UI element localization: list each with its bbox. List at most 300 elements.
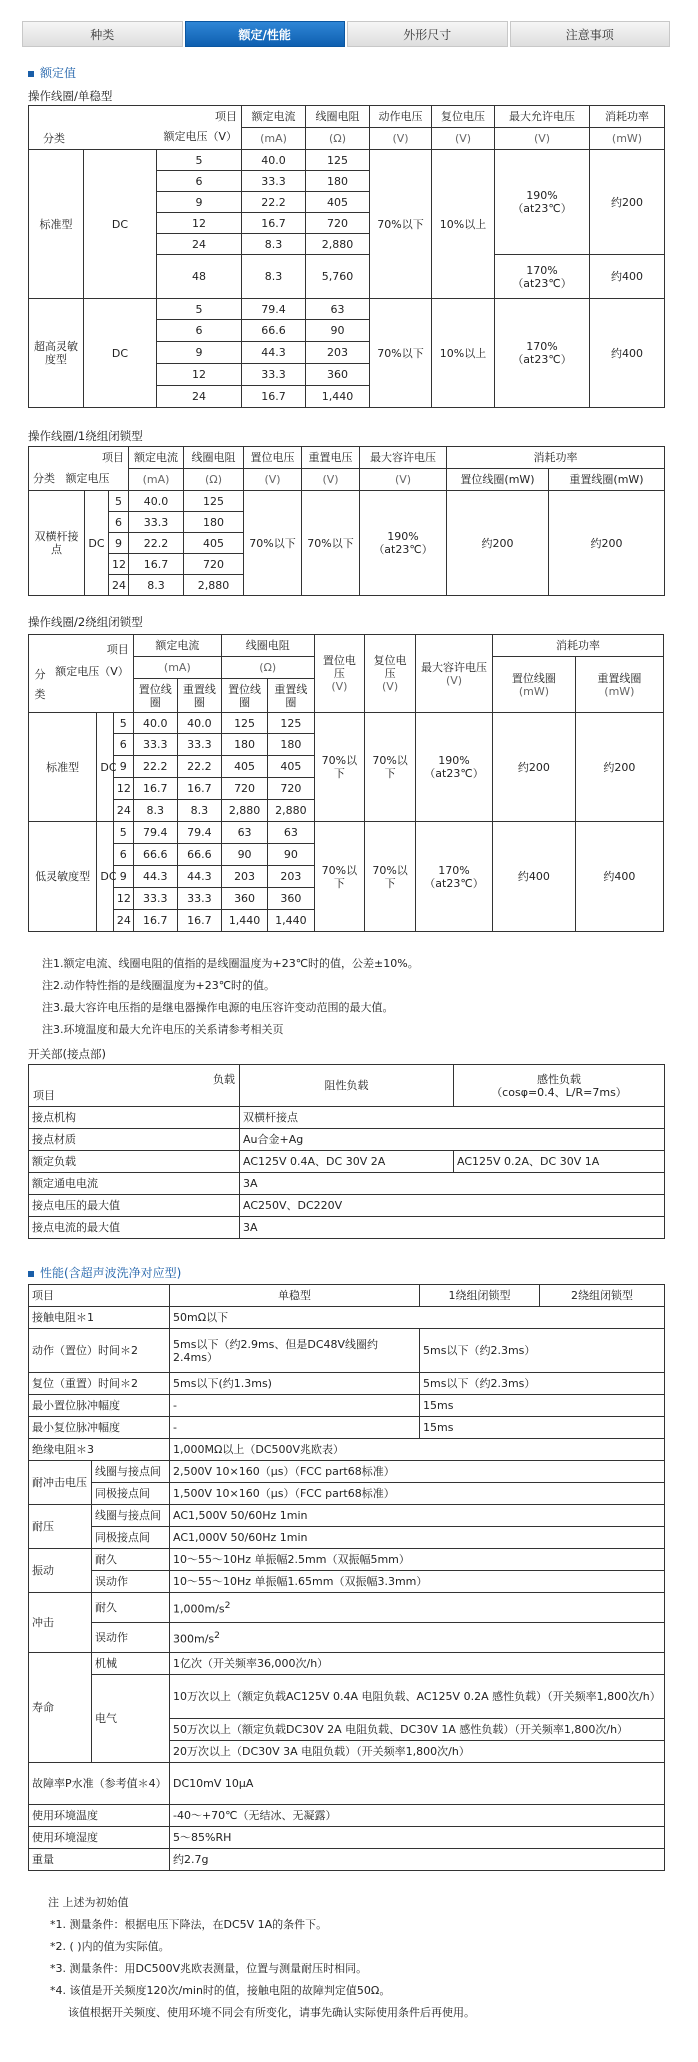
table-cell: 360 <box>268 888 314 910</box>
table-cell: 最小置位脉冲幅度 <box>29 1395 170 1417</box>
cell-text: 复位电压 <box>373 654 407 680</box>
table-cell: 70%以下 <box>314 822 365 932</box>
table-cell: 故障率P水准（参考值＊4） <box>29 1763 170 1805</box>
table-cell: 冲击 <box>29 1593 92 1653</box>
table-cell: (mA) <box>242 128 306 150</box>
table-cell: 70%以下 <box>365 713 416 822</box>
table-cell: 1亿次（开关频率36,000次/h） <box>170 1653 665 1675</box>
table-cell: 接点材质 <box>29 1129 240 1151</box>
table-cell: 2,880 <box>306 234 370 255</box>
table-cell: 误动作 <box>92 1571 170 1593</box>
table-cell: 机械 <box>92 1653 170 1675</box>
table-cell: 9 <box>113 866 133 888</box>
table-cell: 70%以下 <box>244 491 302 596</box>
table-cell: 最大容许电压 <box>360 447 447 469</box>
table-cell: 耐久 <box>92 1593 170 1623</box>
table-cell: 9 <box>109 533 129 554</box>
table-1coil-latching <box>28 446 665 596</box>
table-cell: 8.3 <box>177 800 221 822</box>
table-cell: 接点机构 <box>29 1107 240 1129</box>
table-cell: 2,880 <box>221 800 267 822</box>
h-reset: 复位电压 <box>432 106 495 128</box>
table-cell <box>495 255 590 299</box>
note-1: 注1.额定电流、线圈电阻的值指的是线圈温度为+23℃时的值，公差±10%。 <box>42 957 419 970</box>
cell-text: 重置线圈 <box>597 671 642 685</box>
table2-subtitle: 操作线圈/1绕组闭锁型 <box>28 429 143 443</box>
table-cell: (V) <box>370 128 432 150</box>
table-cell: 同极接点间 <box>92 1483 170 1505</box>
cell-text: 项目 <box>106 643 129 656</box>
table-cell: 63 <box>306 299 370 320</box>
table-cell: AC250V、DC220V <box>240 1195 665 1217</box>
cell-text: （at23℃） <box>424 876 484 890</box>
table-cell: 720 <box>268 778 314 800</box>
table-cell: 1,440 <box>306 386 370 408</box>
table-cell: 33.3 <box>242 171 306 192</box>
table-cell: 79.4 <box>177 822 221 844</box>
table-cell: 消耗功率 <box>493 635 664 657</box>
table-cell: 使用环境湿度 <box>29 1827 170 1849</box>
tab-precautions[interactable]: 注意事项 <box>510 21 671 47</box>
table-cell: AC1,000V 50/60Hz 1min <box>170 1527 665 1549</box>
table-cell: 额定电流 <box>129 447 184 469</box>
table-cell: DC <box>84 299 157 408</box>
table-cell: 约400 <box>590 255 665 299</box>
type-standard-2: 标准型 <box>29 713 97 822</box>
table-cell: 2,500V 10×160（μs）（FCC part68标准） <box>170 1461 665 1483</box>
table-cell: 重置线圈(mW) <box>549 469 665 491</box>
cell-text: 置位电压 <box>322 654 356 680</box>
table-cell: 20万次以上（DC30V 3A 电阻负载）（开关频率1,800次/h） <box>170 1741 665 1763</box>
table-cell: 70%以下 <box>302 491 360 596</box>
table-cell: 125 <box>184 491 244 512</box>
table-cell: 1,000MΩ以上（DC500V兆欧表） <box>170 1439 665 1461</box>
table-cell: 误动作 <box>92 1623 170 1653</box>
table-cell: 66.6 <box>133 844 177 866</box>
table3-subtitle: 操作线圈/2绕组闭锁型 <box>28 615 143 629</box>
table-cell: 9 <box>157 342 242 364</box>
table-cell: (mW) <box>590 128 665 150</box>
table-cell: 振动 <box>29 1549 92 1593</box>
table-cell: 约200 <box>575 713 663 822</box>
table-cell: 79.4 <box>133 822 177 844</box>
table-cell: 9 <box>113 756 133 778</box>
table-cell: 5 <box>109 491 129 512</box>
table-cell: 5ms以下(约1.3ms) <box>170 1373 420 1395</box>
cell-text: 分类 <box>34 668 46 701</box>
cell-text: （cosφ=0.4、L/R=7ms） <box>491 1085 627 1099</box>
cell-text: 项目 <box>33 1089 55 1102</box>
table-cell: 接点电流的最大值 <box>29 1217 240 1239</box>
cell-text: 170% <box>526 340 558 353</box>
cell-text: (V) <box>445 673 463 687</box>
table-cell: 2绕组闭锁型 <box>540 1285 665 1307</box>
table-cell: 6 <box>109 512 129 533</box>
table-cell: 5 <box>113 713 133 734</box>
cell-text: 负载 <box>213 1073 235 1086</box>
table-cell: 6 <box>157 171 242 192</box>
table-cell: - <box>170 1395 420 1417</box>
table-cell: (V) <box>244 469 302 491</box>
cell-text: （at23℃） <box>424 767 484 780</box>
table-cell: DC <box>97 713 114 822</box>
table-cell: 接点电压的最大值 <box>29 1195 240 1217</box>
table-cell <box>495 150 590 255</box>
type-low-sensitivity: 低灵敏度型 <box>29 822 97 932</box>
table-cell: 6 <box>113 844 133 866</box>
table-cell: 10%以上 <box>432 299 495 408</box>
table-cell: DC <box>97 822 114 932</box>
table-cell: 6 <box>157 320 242 342</box>
table-cell: 24 <box>113 910 133 932</box>
table-cell: 16.7 <box>177 778 221 800</box>
table-cell: 约200 <box>447 491 549 596</box>
table-cell: 耐久 <box>92 1549 170 1571</box>
table-cell: (V) <box>360 469 447 491</box>
note-2: 注2.动作特性指的是线圈温度为+23℃时的值。 <box>42 979 276 992</box>
table-cell: 720 <box>221 778 267 800</box>
cell-text: 190% <box>387 530 419 543</box>
table-cell: 360 <box>221 888 267 910</box>
table-cell: 置位线圈(mW) <box>447 469 549 491</box>
table-cell: 电气 <box>92 1675 170 1763</box>
note2-3: *3. 测量条件：用DC500V兆欧表测量，位置与测量耐压时相同。 <box>50 1962 368 1975</box>
h-max: 最大允许电压 <box>495 106 590 128</box>
table-cell: 16.7 <box>129 554 184 575</box>
table1-subtitle: 操作线圈/单稳型 <box>28 89 113 103</box>
table-cell: 125 <box>306 150 370 171</box>
table-cell: 约400 <box>493 822 576 932</box>
table-cell: 16.7 <box>242 213 306 234</box>
table-cell <box>493 657 576 713</box>
table-cell: 同极接点间 <box>92 1527 170 1549</box>
table-cell: 5,760 <box>306 255 370 299</box>
table-cell: (Ω) <box>221 657 314 679</box>
tab-ratings[interactable]: 额定/性能 <box>185 21 346 47</box>
table-cell: (V) <box>495 128 590 150</box>
table-cell: 24 <box>109 575 129 596</box>
table-cell <box>495 299 590 408</box>
table-cell: AC125V 0.4A、DC 30V 2A <box>240 1151 454 1173</box>
corner-cell <box>29 106 242 150</box>
table-cell: 绝缘电阻＊3 <box>29 1439 170 1461</box>
table-cell: DC <box>85 491 109 596</box>
table-cell: 8.3 <box>242 234 306 255</box>
table-cell: 5～85%RH <box>170 1827 665 1849</box>
table-cell: 90 <box>221 844 267 866</box>
table-cell: 16.7 <box>242 386 306 408</box>
table-cell: 双横杆接点 <box>240 1107 665 1129</box>
type-standard: 标准型 <box>29 150 84 299</box>
table-cell: 24 <box>113 800 133 822</box>
table-cell: 动作（置位）时间＊2 <box>29 1329 170 1373</box>
table-cell: 79.4 <box>242 299 306 320</box>
table-cell: 33.3 <box>133 734 177 756</box>
table-cell <box>360 491 447 596</box>
table-cell: 约200 <box>549 491 665 596</box>
table-cell: Au合金+Ag <box>240 1129 665 1151</box>
table-cell: 22.2 <box>177 756 221 778</box>
cell-text: 置位线圈 <box>511 671 556 685</box>
table-cell: 重置线圈 <box>177 679 221 713</box>
table-cell: 50万次以上（额定负载DC30V 2A 电阻负载、DC30V 1A 感性负载）（开关频率1,800次/h） <box>170 1719 665 1741</box>
table-cell: 耐压 <box>29 1505 92 1549</box>
table-cell: 置位线圈 <box>221 679 267 713</box>
table-cell: 使用环境温度 <box>29 1805 170 1827</box>
table-cell: 22.2 <box>242 192 306 213</box>
table-cell: 40.0 <box>177 713 221 734</box>
table-cell: 5 <box>157 150 242 171</box>
table-cell: 90 <box>306 320 370 342</box>
table-cell: 5ms以下（约2.3ms） <box>420 1373 665 1395</box>
table-cell: 16.7 <box>177 910 221 932</box>
table-cell: 3A <box>240 1217 665 1239</box>
table-cell: 10～55～10Hz 单振幅1.65mm（双振幅3.3mm） <box>170 1571 665 1593</box>
table-cell: 10%以上 <box>432 150 495 299</box>
table-cell: 12 <box>113 778 133 800</box>
table-cell: 6 <box>113 734 133 756</box>
note2-0: 注 上述为初始值 <box>48 1896 129 1909</box>
table-cell: 24 <box>157 234 242 255</box>
table-cell: 10～55～10Hz 单振幅2.5mm（双振幅5mm） <box>170 1549 665 1571</box>
cell-text: （at23℃） <box>373 543 433 556</box>
cell-text: 项目 <box>102 451 125 464</box>
note2-2: *2. ( )内的值为实际值。 <box>50 1940 170 1953</box>
table-cell: 50mΩ以下 <box>170 1307 665 1329</box>
table-cell: 22.2 <box>129 533 184 554</box>
cell-text: 分类 <box>43 132 65 145</box>
cell-text: 最大容许电压 <box>421 660 487 674</box>
table-cell: 线圈与接点间 <box>92 1461 170 1483</box>
table-cell: 8.3 <box>129 575 184 596</box>
section-square-icon <box>28 1271 34 1277</box>
table-cell: (Ω) <box>184 469 244 491</box>
table-cell: 180 <box>306 171 370 192</box>
table-cell: 5ms以下（约2.9ms、但是DC48V线圈约2.4ms） <box>170 1329 420 1373</box>
table-cell: 额定负载 <box>29 1151 240 1173</box>
table-cell: 12 <box>109 554 129 575</box>
table-cell: 10万次以上（额定负载AC125V 0.4A 电阻负载、AC125V 0.2A 感性负载）（开关频率1,800次/h） <box>170 1675 665 1719</box>
table-cell: 线圈电阻 <box>221 635 314 657</box>
cell-text: 300m/s <box>173 1632 215 1646</box>
table-cell: 约200 <box>590 150 665 255</box>
table-cell: 线圈与接点间 <box>92 1505 170 1527</box>
table-cell: (V) <box>302 469 360 491</box>
table-cell: 15ms <box>420 1395 665 1417</box>
table-cell: 复位（重置）时间＊2 <box>29 1373 170 1395</box>
note-3: 注3.最大容许电压指的是继电器操作电源的电压容许变动范围的最大值。 <box>42 1001 394 1014</box>
corner-cell-3 <box>29 635 134 713</box>
table-cell: 70%以下 <box>370 150 432 299</box>
table-performance <box>28 1284 665 1871</box>
table-single-stable <box>28 105 665 408</box>
table-cell: 阻性负载 <box>240 1065 454 1107</box>
table-cell: 720 <box>306 213 370 234</box>
table-cell: 约200 <box>493 713 576 822</box>
cell-text: 分类 <box>33 472 55 485</box>
table-cell: DC10mV 10μA <box>170 1763 665 1805</box>
table-cell: 180 <box>268 734 314 756</box>
table-cell: 203 <box>306 342 370 364</box>
h-power: 消耗功率 <box>590 106 665 128</box>
table-contacts <box>28 1064 665 1239</box>
table-cell: 44.3 <box>177 866 221 888</box>
table-cell: 1,440 <box>268 910 314 932</box>
table-cell <box>170 1623 665 1653</box>
table-cell <box>454 1065 665 1107</box>
table-cell <box>415 635 492 713</box>
table-cell <box>365 635 416 713</box>
table-cell: 33.3 <box>133 888 177 910</box>
table-cell: 44.3 <box>242 342 306 364</box>
table-cell: 44.3 <box>133 866 177 888</box>
tab-bar <box>22 21 670 47</box>
table-cell: 最小复位脉冲幅度 <box>29 1417 170 1439</box>
table-cell: 33.3 <box>242 364 306 386</box>
section-ratings-title: 额定值 <box>28 64 76 81</box>
table-cell: 66.6 <box>242 320 306 342</box>
table-cell: 消耗功率 <box>447 447 665 469</box>
table-cell: 70%以下 <box>314 713 365 822</box>
cell-text: (V) <box>382 680 399 693</box>
cell-text: 190% <box>438 754 470 767</box>
table-cell: 22.2 <box>133 756 177 778</box>
section-square-icon <box>28 71 34 77</box>
table-cell: 720 <box>184 554 244 575</box>
table-cell: 重置线圈 <box>268 679 314 713</box>
table-cell: 重量 <box>29 1849 170 1871</box>
table-cell: 63 <box>221 822 267 844</box>
cell-text: 额定电压（V） <box>163 130 238 143</box>
table-cell: 8.3 <box>242 255 306 299</box>
table-cell: 70%以下 <box>370 299 432 408</box>
table-cell: 15ms <box>420 1417 665 1439</box>
table-cell <box>415 822 492 932</box>
table-cell: 125 <box>221 713 267 734</box>
table-cell: 203 <box>268 866 314 888</box>
table-cell: 40.0 <box>129 491 184 512</box>
table-2coil-latching <box>28 634 664 932</box>
table-cell: 线圈电阻 <box>184 447 244 469</box>
table-cell: 置位线圈 <box>133 679 177 713</box>
table-cell: 重置电压 <box>302 447 360 469</box>
tab-dimensions[interactable]: 外形尺寸 <box>347 21 508 47</box>
table-cell: 寿命 <box>29 1653 92 1763</box>
table-cell <box>575 657 663 713</box>
cell-text: 2 <box>224 1600 231 1612</box>
note2-5: 该值根据开关频度、使用环境不同会有所变化，请事先确认实际使用条件后再使用。 <box>68 2006 475 2019</box>
cell-text <box>33 472 110 485</box>
table-cell: 项目 <box>29 1285 170 1307</box>
cell-text: (V) <box>331 680 348 693</box>
table-cell: 360 <box>306 364 370 386</box>
table-cell: 5ms以下（约2.3ms） <box>420 1329 665 1373</box>
table-cell: 33.3 <box>129 512 184 533</box>
table-cell: 180 <box>221 734 267 756</box>
table-cell: 额定通电电流 <box>29 1173 240 1195</box>
note2-1: *1. 测量条件：根据电压下降法，在DC5V 1A的条件下。 <box>50 1918 328 1931</box>
table-cell: 12 <box>157 364 242 386</box>
h-current: 额定电流 <box>242 106 306 128</box>
table-cell: 1,500V 10×160（μs）（FCC part68标准） <box>170 1483 665 1505</box>
table-cell: 70%以下 <box>365 822 416 932</box>
cell-text: （at23℃） <box>512 353 572 366</box>
table-cell: 12 <box>157 213 242 234</box>
cell-text: 感性负载 <box>537 1072 581 1086</box>
table-cell: 63 <box>268 822 314 844</box>
table-cell: 5 <box>113 822 133 844</box>
tab-types[interactable]: 种类 <box>22 21 183 47</box>
cell-text: 额定电压（V） <box>55 665 129 678</box>
table-cell: 额定电流 <box>133 635 221 657</box>
table-cell: 40.0 <box>242 150 306 171</box>
table-cell: 203 <box>221 866 267 888</box>
table-cell: 约2.7g <box>170 1849 665 1871</box>
table4-subtitle: 开关部(接点部) <box>28 1047 106 1061</box>
table-cell: 16.7 <box>133 778 177 800</box>
cell-text: 170% <box>526 263 558 277</box>
table-cell: 405 <box>221 756 267 778</box>
table-cell: (mA) <box>129 469 184 491</box>
table-cell: 接触电阻＊1 <box>29 1307 170 1329</box>
cell-text: 2 <box>214 1630 220 1642</box>
table-cell: 约400 <box>590 299 665 408</box>
table-cell: -40～+70℃（无结冰、无凝露） <box>170 1805 665 1827</box>
note2-4: *4. 该值是开关频度120次/min时的值，接触电阻的故障判定值50Ω。 <box>50 1984 391 1997</box>
table-cell <box>415 713 492 822</box>
table-cell: DC <box>84 150 157 299</box>
table-cell <box>314 635 365 713</box>
table-cell: 66.6 <box>177 844 221 866</box>
table-cell: 24 <box>157 386 242 408</box>
table-cell: 5 <box>157 299 242 320</box>
table-cell: 405 <box>268 756 314 778</box>
table-cell: 约400 <box>575 822 663 932</box>
type-double-bar: 双横杆接点 <box>29 491 85 596</box>
table-cell: (Ω) <box>306 128 370 150</box>
table-cell: 耐冲击电压 <box>29 1461 92 1505</box>
h-resistance: 线圈电阻 <box>306 106 370 128</box>
table-cell: 405 <box>306 192 370 213</box>
cell-text: 项目 <box>215 110 238 123</box>
table-cell: 1绕组闭锁型 <box>420 1285 540 1307</box>
cell-text: 170% <box>438 863 470 877</box>
table-cell: 12 <box>113 888 133 910</box>
table-cell: 9 <box>157 192 242 213</box>
table-cell: - <box>170 1417 420 1439</box>
corner-cell-2 <box>29 447 129 491</box>
cell-text: 额定电压 <box>65 472 110 485</box>
cell-text: 190% <box>526 189 558 202</box>
cell-text: （at23℃） <box>512 276 572 290</box>
table-cell: (V) <box>432 128 495 150</box>
table-cell: 180 <box>184 512 244 533</box>
table-cell: AC1,500V 50/60Hz 1min <box>170 1505 665 1527</box>
cell-text: (mW) <box>604 684 635 698</box>
table-cell: 3A <box>240 1173 665 1195</box>
corner-cell-4 <box>29 1065 240 1107</box>
table-cell: 1,440 <box>221 910 267 932</box>
table-cell <box>170 1593 665 1623</box>
table-cell: 405 <box>184 533 244 554</box>
table-cell: 16.7 <box>133 910 177 932</box>
table-cell: 33.3 <box>177 734 221 756</box>
h-operate: 动作电压 <box>370 106 432 128</box>
table-cell: (mA) <box>133 657 221 679</box>
cell-text: (mW) <box>518 684 549 698</box>
table-cell: 125 <box>268 713 314 734</box>
type-high-sensitivity: 超高灵敏度型 <box>29 299 84 408</box>
